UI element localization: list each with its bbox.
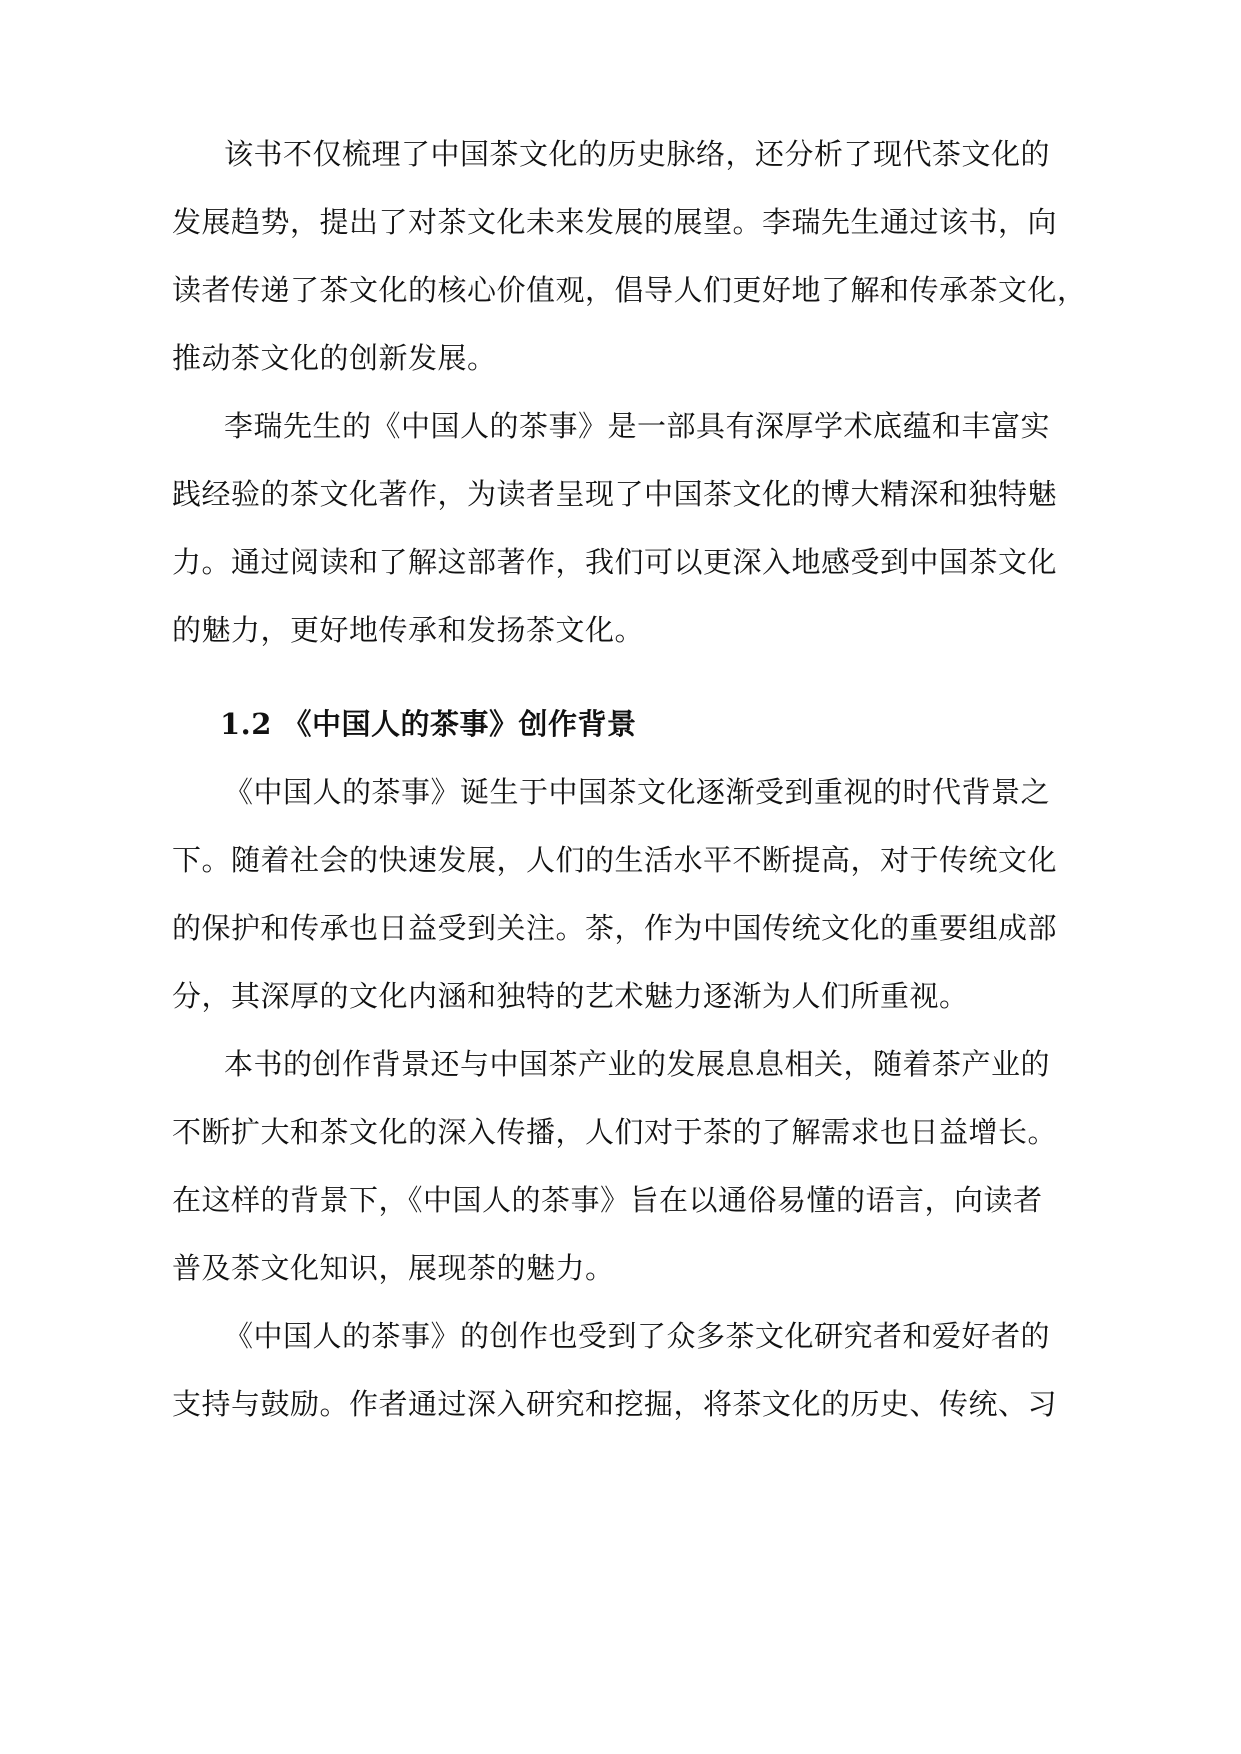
- paragraph-5-line-2: 支持与鼓励。作者通过深入研究和挖掘，将茶文化的历史、传统、习: [172, 1387, 1058, 1421]
- section-heading: 1.2 《中国人的茶事》创作背景: [220, 707, 637, 741]
- paragraph-3-line-2: 下。随着社会的快速发展，人们的生活水平不断提高，对于传统文化: [172, 843, 1058, 877]
- paragraph-2-line-4: 的魅力，更好地传承和发扬茶文化。: [172, 613, 645, 647]
- paragraph-4-line-4: 普及茶文化知识，展现茶的魅力。: [172, 1251, 615, 1285]
- paragraph-2-line-1: 李瑞先生的《中国人的茶事》是一部具有深厚学术底蕴和丰富实: [224, 409, 1051, 443]
- paragraph-4-line-1: 本书的创作背景还与中国茶产业的发展息息相关，随着茶产业的: [224, 1047, 1051, 1081]
- paragraph-4-line-3: 在这样的背景下，《中国人的茶事》旨在以通俗易懂的语言，向读者: [172, 1183, 1043, 1217]
- paragraph-3-line-4: 分，其深厚的文化内涵和独特的艺术魅力逐渐为人们所重视。: [172, 979, 969, 1013]
- paragraph-3-line-1: 《中国人的茶事》诞生于中国茶文化逐渐受到重视的时代背景之: [224, 775, 1051, 809]
- paragraph-1-line-2: 发展趋势，提出了对茶文化未来发展的展望。李瑞先生通过该书，向: [172, 205, 1058, 239]
- paragraph-5-line-1: 《中国人的茶事》的创作也受到了众多茶文化研究者和爱好者的: [224, 1319, 1051, 1353]
- paragraph-1-line-3: 读者传递了茶文化的核心价值观，倡导人们更好地了解和传承茶文化，: [172, 273, 1087, 307]
- paragraph-3-line-3: 的保护和传承也日益受到关注。茶，作为中国传统文化的重要组成部: [172, 911, 1058, 945]
- paragraph-1-line-1: 该书不仅梳理了中国茶文化的历史脉络，还分析了现代茶文化的: [224, 137, 1051, 171]
- paragraph-2-line-2: 践经验的茶文化著作，为读者呈现了中国茶文化的博大精深和独特魅: [172, 477, 1058, 511]
- paragraph-2-line-3: 力。通过阅读和了解这部著作，我们可以更深入地感受到中国茶文化: [172, 545, 1058, 579]
- paragraph-4-line-2: 不断扩大和茶文化的深入传播，人们对于茶的了解需求也日益增长。: [172, 1115, 1058, 1149]
- paragraph-1-line-4: 推动茶文化的创新发展。: [172, 341, 497, 375]
